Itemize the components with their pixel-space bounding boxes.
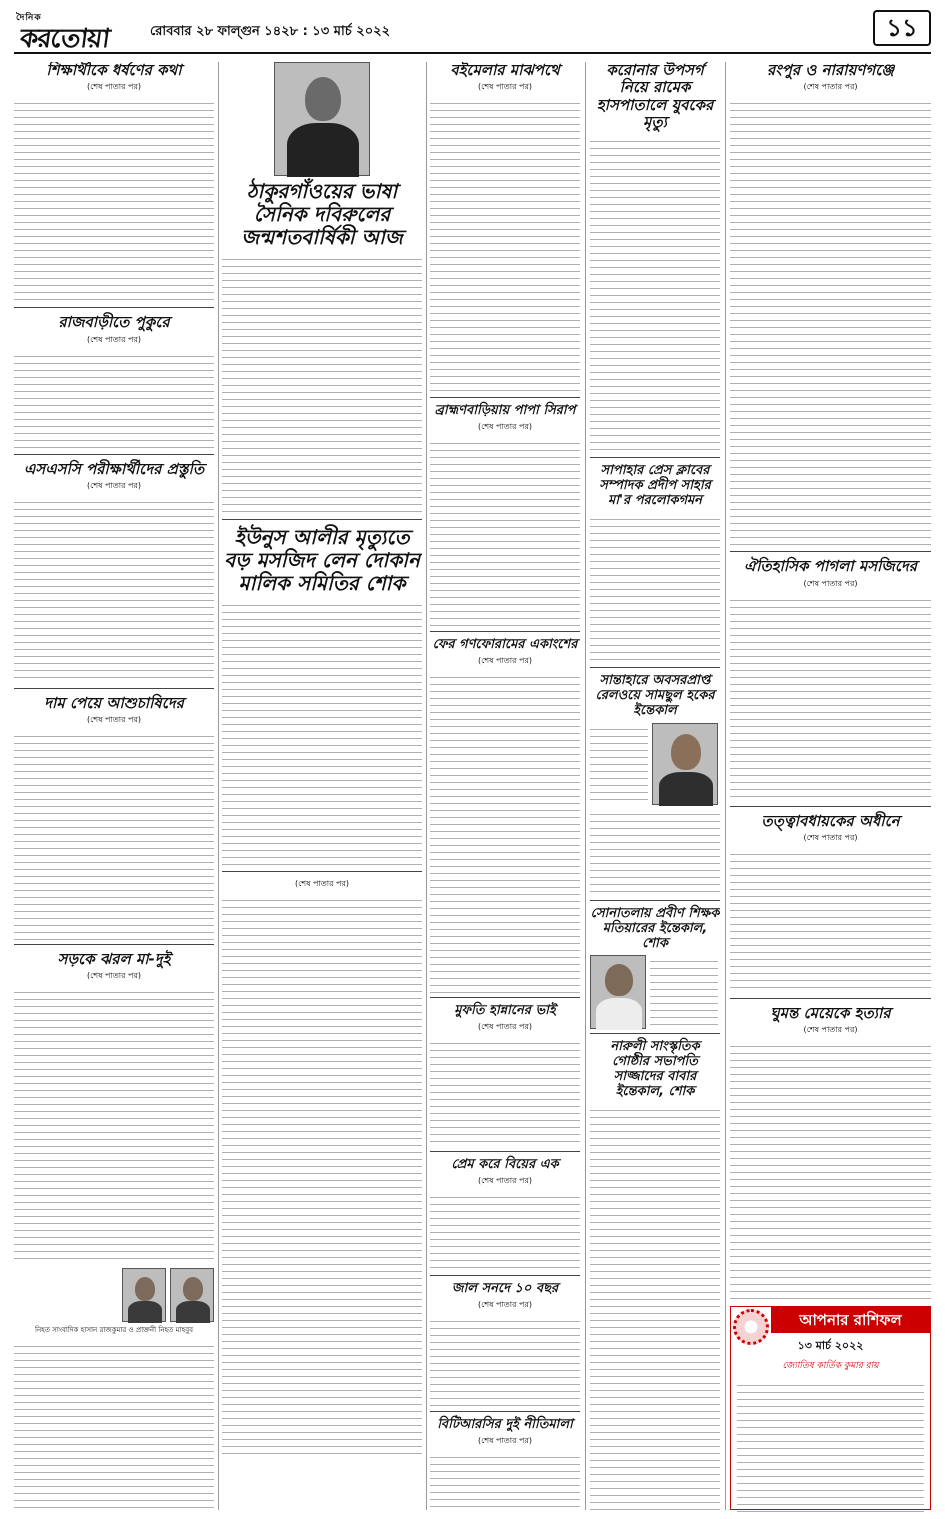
story-headline: ইউনুস আলীর মৃত্যুতে বড় মসজিদ লেন দোকান মালিক সমিতির শোক <box>224 525 420 595</box>
story-continuation: (শেষ পাতার পর) <box>294 879 350 888</box>
story-road-accident <box>14 951 214 1510</box>
story-body-text <box>590 1104 720 1510</box>
story-continuation: (শেষ পাতার পর) <box>86 971 142 981</box>
story-brahmanbaria-syrup <box>430 404 580 632</box>
story-ganoforum <box>430 638 580 998</box>
horoscope-body-text <box>737 1379 924 1515</box>
story-headline: ঠাকুরগাঁওয়ের ভাষা সৈনিক দবিরুলের জন্মশতবার্ষিকী আজ <box>241 179 403 249</box>
story-headline: ব্রাহ্মণবাড়িয়ায় পাপা সিরাপ <box>434 403 576 419</box>
obituary-row <box>590 955 720 1029</box>
masthead <box>14 8 931 54</box>
story-continuation: (শেষ পাতার পর) <box>477 1435 533 1445</box>
story-headline: রাজবাড়ীতে পুকুরে <box>58 313 170 332</box>
story-body-text <box>650 955 718 1029</box>
story-ssc-preparation <box>14 461 214 689</box>
story-teacher-obituary <box>590 907 720 1035</box>
story-body-text <box>14 496 214 684</box>
story-mufti-hannan <box>430 1004 580 1152</box>
story-rajbari-pond <box>14 314 214 454</box>
story-continuation: (শেষ পাতার পর) <box>86 715 142 724</box>
column-rule <box>426 62 427 1510</box>
story-caretaker-government <box>730 813 931 999</box>
story-headline: তত্ত্বাবধায়কের অধীনে <box>761 811 900 830</box>
horoscope-heading: আপনার রাশিফল <box>771 1307 930 1333</box>
story-headline: ফের গণফোরামের একাংশের <box>432 637 578 653</box>
story-fake-certificate <box>430 1282 580 1412</box>
victim-photo <box>122 1268 166 1322</box>
story-railway-obituary <box>590 674 720 901</box>
story-body-text <box>590 808 720 896</box>
story-body-text <box>14 350 214 450</box>
story-headline: প্রেম করে বিয়ের এক <box>451 1157 559 1173</box>
story-rangpur-narayanganj <box>730 62 931 552</box>
story-headline: সড়কে ঝরল মা-দুই <box>57 950 171 968</box>
story-continuation: (শেষ পাতার পর) <box>477 1299 533 1309</box>
story-body-text <box>14 97 214 303</box>
column-4 <box>590 62 720 1510</box>
column-2 <box>222 62 422 1510</box>
story-body-text <box>430 671 580 993</box>
story-potato-farmers <box>14 695 214 945</box>
story-continuation: (শেষ পাতার পর) <box>803 82 858 92</box>
story-btrc-policy <box>430 1418 580 1510</box>
story-headline: ঘুমন্ত মেয়েকে হত্যার <box>770 1003 891 1022</box>
obituary-row <box>590 723 720 805</box>
story-body-text <box>430 97 580 393</box>
story-headline: বইমেলার মাঝপথে <box>450 62 560 79</box>
story-continuation: (শেষ পাতার পর) <box>477 422 533 432</box>
story-continuation: (শেষ পাতার পর) <box>86 480 142 490</box>
story-body-text <box>590 513 720 663</box>
horoscope-author: জ্যোতিষ কার্তিক কুমার রায় <box>782 1361 879 1371</box>
dateline: রোববার ২৮ ফাল্গুন ১৪২৮ : ১৩ মার্চ ২০২২ <box>150 24 391 39</box>
story-body-text <box>222 599 422 867</box>
veteran-portrait <box>274 62 370 176</box>
story-continuation: (শেষ পাতার পর) <box>803 1025 858 1034</box>
column-rule <box>585 62 586 1510</box>
column-rule <box>725 62 726 1510</box>
story-body-text <box>730 594 931 802</box>
story-headline: বিটিআরসির দুই নীতিমালা <box>437 1416 573 1432</box>
story-headline: রংপুর ও নারায়ণগঞ্জে <box>766 62 895 79</box>
horoscope-box <box>730 1306 931 1510</box>
story-body-text <box>222 253 422 515</box>
story-headline: সোনাতলায় প্রবীণ শিক্ষক মতিয়ারের ইন্তেকাল, শোক <box>590 905 720 951</box>
story-continuation: (শেষ পাতার পর) <box>477 1176 533 1185</box>
story-shop-owners-condolence <box>222 526 422 872</box>
story-body-text <box>222 894 422 1454</box>
story-body-text <box>590 135 720 453</box>
logo-big-text: করতোয়া <box>18 24 112 54</box>
story-body-text <box>730 97 931 547</box>
story-headline: এসএসসি পরীক্ষার্থীদের প্রস্তুতি <box>23 459 205 478</box>
story-pagla-mosque <box>730 558 931 806</box>
story-body-text <box>430 437 580 627</box>
story-book-fair <box>430 62 580 398</box>
story-headline: সান্তাহারে অবসরপ্রাপ্ত রেলওয়ে সামছুল হকের ইন্তেকাল <box>595 672 715 718</box>
story-cultural-group-obituary <box>590 1040 720 1510</box>
column-1 <box>14 62 214 1510</box>
story-continuation: (শেষ পাতার পর) <box>477 656 533 666</box>
story-continuation: (শেষ পাতার পর) <box>803 578 858 588</box>
column-5 <box>730 62 931 1300</box>
story-continuation: (শেষ পাতার পর) <box>86 82 142 92</box>
story-continuation: (শেষ পাতার পর) <box>86 334 142 344</box>
story-body-text <box>730 848 931 994</box>
story-body-text <box>14 1340 214 1510</box>
newspaper-logo <box>14 8 132 54</box>
story-continuation: (শেষ পাতার পর) <box>803 832 858 842</box>
story-continuation: (শেষ পাতার পর) <box>477 1022 533 1032</box>
story-daughter-murder <box>730 1005 931 1300</box>
story-body-text <box>430 1191 580 1271</box>
story-corona-death <box>590 62 720 458</box>
story-headline: শিক্ষার্থীকে ধর্ষণের কথা <box>46 62 182 79</box>
story-headline: মুফতি হান্নানের ভাই <box>454 1003 556 1019</box>
story-love-marriage <box>430 1158 580 1276</box>
deceased-photo <box>652 723 718 805</box>
story-language-veteran <box>222 62 422 520</box>
victim-photo <box>170 1268 214 1322</box>
column-3 <box>430 62 580 1510</box>
story-continuation: (শেষ পাতার পর) <box>477 82 533 92</box>
photo-caption: নিহত সাংবাদিক হাসান রাজকুমার ও প্রাক্তনী নিহত মাহবুব <box>34 1326 194 1335</box>
story-body-text <box>430 1037 580 1147</box>
story-continued <box>222 878 422 1458</box>
story-headline: জাল সনদে ১০ বছর <box>451 1281 559 1296</box>
story-headline: নারুলী সাংস্কৃতিক গোষ্ঠীর সভাপতি সাজ্জাদের বাবার ইন্তেকাল, শোক <box>610 1039 700 1100</box>
story-body-text <box>14 730 214 940</box>
column-rule <box>218 62 219 1510</box>
story-headline: সাপাহার প্রেস ক্লাবের সম্পাদক প্রদীপ সাহার মা'র পরলোকগমন <box>599 463 711 508</box>
story-headline: ঐতিহাসিক পাগলা মসজিদের <box>744 557 917 576</box>
story-body-text <box>590 723 648 805</box>
story-body-text <box>730 1040 931 1300</box>
story-headline: দাম পেয়ে আশুচাষিদের <box>44 693 184 712</box>
deceased-photo <box>590 955 646 1029</box>
story-body-text <box>430 1315 580 1407</box>
zodiac-wheel-icon <box>733 1309 769 1345</box>
story-press-club-obituary <box>590 464 720 668</box>
story-headline: করোনার উপসর্গ নিয়ে রামেক হাসপাতালে যুবকের মৃত্যু <box>596 62 714 131</box>
story-rape-report <box>14 62 214 308</box>
page-number: ১১ <box>873 10 931 46</box>
logo-small-text: দৈনিক <box>16 13 42 23</box>
victim-photos <box>14 1268 214 1322</box>
horoscope-date: ১৩ মার্চ ২০২২ <box>797 1339 864 1352</box>
story-body-text <box>14 986 214 1264</box>
story-body-text <box>430 1451 580 1510</box>
